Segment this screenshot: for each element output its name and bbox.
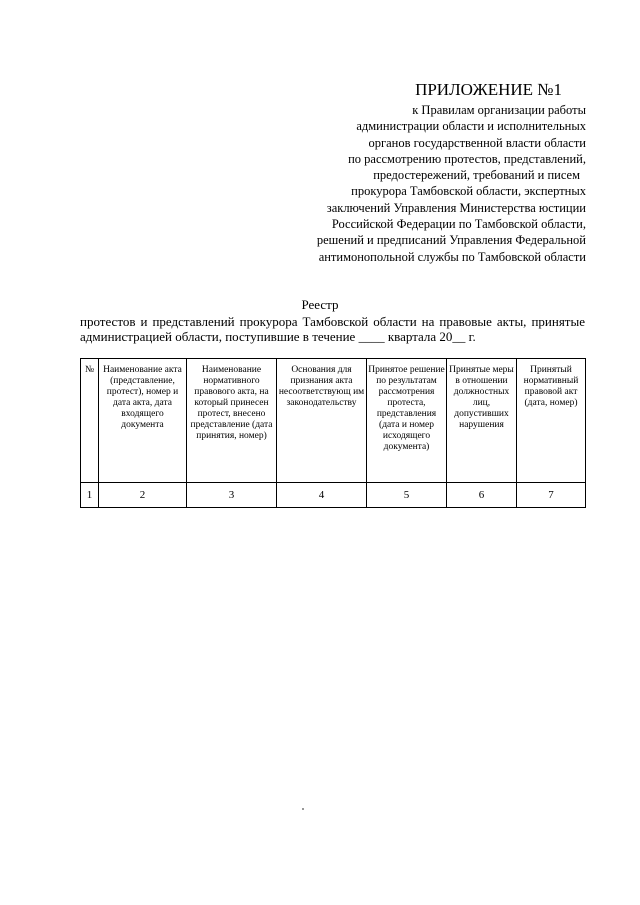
appendix-line: по рассмотрению протестов, представлений,: [348, 151, 586, 166]
registry-subtitle: протестов и представлений прокурора Тамбовской области на правовые акты, принятые администрацией области, поступившие в течение ____ квартала 20__ г.: [80, 314, 585, 344]
column-number: 1: [81, 483, 99, 508]
column-header: Принятое решение по результатам рассмотрения протеста, представления (дата и номер исходящего документа): [367, 359, 447, 483]
appendix-header: [317, 80, 586, 265]
appendix-line: предостережений, требований и писем: [373, 168, 580, 183]
appendix-line: администрации области и исполнительных: [356, 119, 586, 134]
appendix-line: к Правилам организации работы: [412, 103, 586, 117]
column-number: 4: [277, 483, 367, 508]
column-header: №: [81, 359, 99, 483]
appendix-line: антимонопольной службы по Тамбовской области: [318, 249, 586, 264]
column-header: Наименование акта (представление, протест), номер и дата акта, дата входящего документа: [99, 359, 187, 483]
column-number: 7: [517, 483, 586, 508]
appendix-line: органов государственной власти области: [368, 135, 586, 150]
column-number: 5: [367, 483, 447, 508]
table-header-row: [81, 359, 586, 483]
appendix-title: ПРИЛОЖЕНИЕ №1: [415, 80, 562, 99]
column-header: Принятые меры в отношении должностных лиц, допустивших нарушения: [447, 359, 517, 483]
column-number: 6: [447, 483, 517, 508]
scan-speck: [302, 808, 304, 810]
registry-table: [80, 358, 586, 508]
appendix-line: заключений Управления Министерства юстиции: [326, 200, 586, 215]
column-number: 2: [99, 483, 187, 508]
appendix-line: прокурора Тамбовской области, экспертных: [351, 184, 586, 199]
registry-title: Реестр: [301, 297, 339, 312]
column-header: Наименование нормативного правового акта, на который принесен протест, внесено представление (дата принятия, номер): [187, 359, 277, 483]
table-row: [81, 483, 586, 508]
appendix-line: решений и предписаний Управления Федеральной: [316, 233, 586, 248]
column-header: Основания для признания акта несоответствующ им законодательству: [277, 359, 367, 483]
appendix-line: Российской Федерации по Тамбовской области,: [331, 217, 586, 232]
column-header: Принятый нормативный правовой акт (дата, номер): [517, 359, 586, 483]
column-number: 3: [187, 483, 277, 508]
